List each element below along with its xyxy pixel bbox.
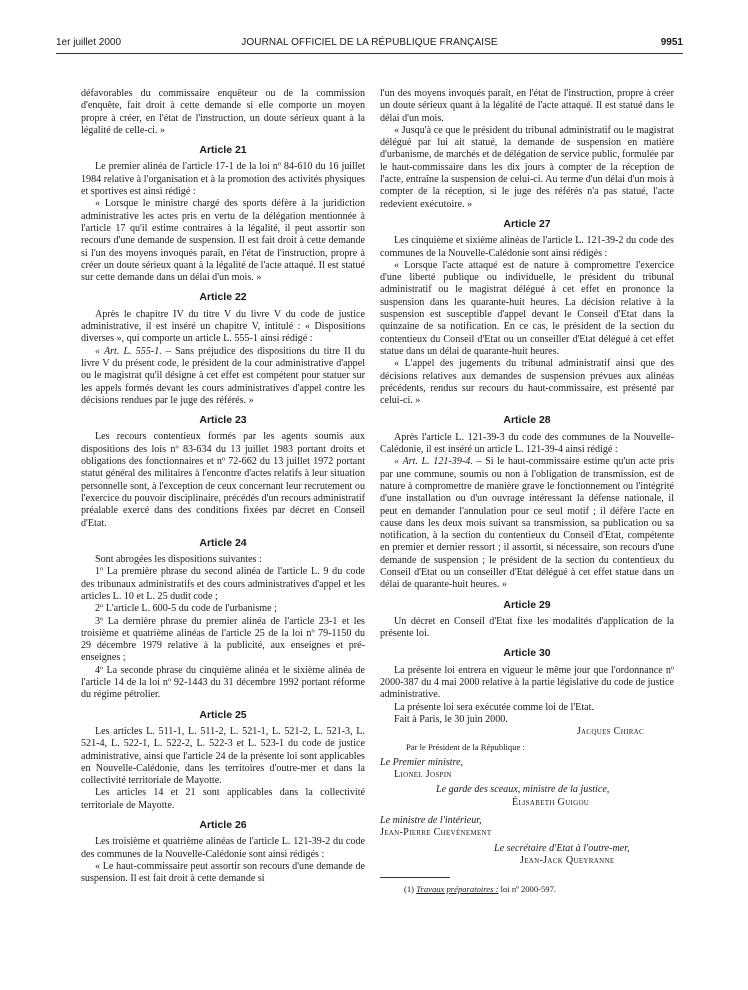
article-22-heading: Article 22	[199, 291, 247, 304]
paragraph: Un décret en Conseil d'Etat fixe les modalités d'application de la présente loi.	[380, 615, 674, 640]
page-header	[56, 37, 683, 51]
paragraph: Après le chapitre IV du titre V du livre V du code de justice administrative, il est inséré un chapitre V, intitulé : « Dispositions diverses », qui comporte un article L. 555-1 ainsi rédigé :	[81, 308, 365, 345]
prime-minister-name: Lionel Jospin	[394, 769, 452, 781]
paragraph: Les articles 14 et 21 sont applicables dans la collectivité territoriale de Mayotte.	[81, 787, 365, 811]
overseas-secretary-name: Jean-Jack Queyranne	[520, 854, 615, 866]
interior-minister-name: Jean-Pierre Chevènement	[380, 827, 492, 839]
article-reference: « Art. L. 555-1.	[95, 345, 162, 357]
by-president-line: Par le Président de la République :	[406, 741, 525, 752]
paragraph: 4º La seconde phrase du cinquième alinéa et le sixième alinéa de l'article 14 de la loi nº 92-1443 du 31 décembre 1992 portant réforme du régime pétrolier.	[81, 664, 365, 701]
justice-minister-title: Le garde des sceaux, ministre de la justice,	[436, 784, 610, 796]
header-journal-title: JOURNAL OFFICIEL DE LA RÉPUBLIQUE FRANÇAISE	[241, 37, 498, 48]
paragraph: 3º La dernière phrase du premier alinéa de l'article 23-1 et les troisième et quatrième alinéas de l'article 25 de la loi nº 79-1150 du 29 décembre 1979 relative à la publicité, aux enseignes et pré-enseignes ;	[81, 615, 365, 664]
paragraph: Les recours contentieux formés par les agents soumis aux dispositions des lois nº 83-634 du 13 juillet 1983 portant droits et obligations des fonctionnaires et nº 72-662 du 13 juillet 1972 portant statut général des militaires à l'encontre d'actes relatifs à leur situation personnelle sont, à l'exception de ceux concernant leur recrutement ou l'exercice du pouvoir disciplinaire, précédés d'un recours administratif préalable exercé dans des conditions fixées par décret en Conseil d'Etat.	[81, 431, 365, 529]
article-26-heading: Article 26	[199, 819, 247, 832]
paragraph: La présente loi entrera en vigueur le même jour que l'ordonnance nº 2000-387 du 4 mai 2000 relative à la partie législative du code de justice administrative.	[380, 664, 674, 701]
article-24-heading: Article 24	[199, 536, 247, 549]
article-21-heading: Article 21	[199, 144, 247, 157]
paragraph: « Jusqu'à ce que le président du tribunal administratif ou le magistrat délégué par lui ait statué, la demande de suspension en matière d'urbanisme, de marchés et de délégation de service public, formulée par le haut-commissaire dans les dix jours à compter de la réception de l'acte, entraîne la suspension de celui-ci. Au terme d'un délai d'un mois à compter de la réception, si le juge des référés n'a pas statué, l'acte redevient exécutoire. »	[380, 124, 674, 210]
paragraph: Sont abrogées les dispositions suivantes :	[95, 554, 262, 566]
article-23-heading: Article 23	[199, 414, 247, 427]
paragraph: Les articles L. 511-1, L. 511-2, L. 521-1, L. 521-2, L. 521-3, L. 521-4, L. 522-1, L. 522-2, L. 522-3 et L. 523-1 du code de justice administrative, ainsi que l'article 24 de la présente loi sont applicables en Nouvelle-Calédonie, dans les territoires d'outre-mer et dans la collectivité territoriale de Mayotte.	[81, 725, 365, 787]
header-rule	[56, 53, 683, 54]
president-signature: Jacques Chirac	[576, 726, 644, 738]
paragraph: Les troisième et quatrième alinéas de l'article L. 121-39-2 du code des communes de la Nouvelle-Calédonie sont ainsi rédigés :	[81, 836, 365, 860]
left-column	[81, 88, 365, 886]
footnote-rule	[380, 877, 450, 878]
header-date: 1er juillet 2000	[56, 37, 122, 48]
paragraph: l'un des moyens invoqués paraît, en l'état de l'instruction, propre à créer un doute sérieux quant à la légalité de l'acte attaqué. Il est statué dans le délai d'un mois.	[380, 88, 674, 124]
paragraph: Après l'article L. 121-39-3 du code des communes de la Nouvelle-Calédonie, il est inséré un article L. 121-39-4 ainsi rédigé :	[380, 431, 674, 456]
article-25-heading: Article 25	[199, 708, 247, 721]
paragraph: « L'appel des jugements du tribunal administratif ainsi que des décisions relatives aux demandes de suspension prévues aux alinéas précédents, rendus sur recours du haut-commissaire, est présenté par celui-ci. »	[380, 358, 674, 407]
paragraph	[380, 456, 674, 591]
paragraph-text: – Si le haut-commissaire estime qu'un acte pris par une commune, soumis ou non à l'obligation de transmission, est de nature à compromettre de manière grave le fonctionnement ou l'intégrité d'une installation ou d'un ouvrage intéressant la défense nationale, il peut en demander l'annulation pour ce seul motif ; il défère l'acte en cause dans les deux mois suivant sa transmission, sa publication ou sa notification, à la section du contentieux du Conseil d'Etat, compétente en premier et dernier ressort ; il assortit, si nécessaire, son recours d'une demande de suspension ; le président de la section du contentieux du Conseil d'Etat ou un conseiller d'Etat délégué à cet effet statue dans un délai de quarante-huit heures. »	[380, 456, 674, 591]
article-28-heading: Article 28	[503, 414, 551, 427]
paragraph: « Lorsque le ministre chargé des sports défère à la juridiction administrative les actes pris en vertu de la délégation mentionnée à l'article 17 qu'il estime contraires à la légalité, il peut assortir son recours d'une demande de suspension. Il est fait droit à cette demande si l'un des moyens invoqués paraît, en l'état de l'instruction, propre à créer un doute sérieux quant à la légalité de l'acte attaqué. Il est statué sur cette demande dans un délai d'un mois. »	[81, 198, 365, 284]
signing-place-date: Fait à Paris, le 30 juin 2000.	[394, 713, 508, 725]
footnote	[380, 883, 674, 895]
article-30-heading: Article 30	[503, 647, 551, 660]
prime-minister-title: Le Premier ministre,	[380, 756, 464, 768]
overseas-secretary-title: Le secrétaire d'Etat à l'outre-mer,	[494, 842, 630, 854]
paragraph: 2º L'article L. 600-5 du code de l'urbanisme ;	[95, 603, 277, 615]
paragraph	[81, 346, 365, 407]
right-column	[380, 88, 674, 896]
article-reference: « Art. L. 121-39-4.	[394, 456, 473, 468]
justice-minister-name: Élisabeth Guigou	[512, 796, 590, 808]
paragraph: 1º La première phrase du second alinéa de l'article L. 9 du code des tribunaux administratifs et des cours administratives d'appel et les articles L. 10 et L. 25 dudit code ;	[81, 566, 365, 602]
paragraph: La présente loi sera exécutée comme loi de l'Etat.	[394, 701, 594, 713]
interior-minister-title: Le ministre de l'intérieur,	[380, 815, 482, 827]
paragraph: Les cinquième et sixième alinéas de l'article L. 121-39-2 du code des communes de la Nouvelle-Calédonie sont ainsi rédigés :	[380, 235, 674, 259]
header-page-number: 9951	[660, 37, 683, 48]
paragraph-text: – Sans préjudice des dispositions du titre II du livre V du présent code, le président de la cour administrative d'appel ou le magistrat qu'il désigne à cet effet est compétent pour statuer sur les appels formés devant les cours administratives d'appel contre les décisions rendues par le juge des référés. »	[81, 345, 365, 406]
footnote-number: (1)	[404, 884, 415, 895]
footnote-text: loi nº 2000-597.	[498, 884, 557, 895]
paragraph: « Le haut-commissaire peut assortir son recours d'une demande de suspension. Il est fait droit à cette demande si	[81, 860, 365, 885]
paragraph: défavorables du commissaire enquêteur ou de la commission d'enquête, fait droit à cette demande si elle comporte un moyen propre à créer, en l'état de l'instruction, un doute sérieux quant à la légalité de celle-ci. »	[81, 88, 365, 136]
article-29-heading: Article 29	[503, 598, 551, 611]
article-27-heading: Article 27	[503, 217, 551, 230]
footnote-label: Travaux préparatoires :	[416, 884, 499, 895]
paragraph: « Lorsque l'acte attaqué est de nature à compromettre l'exercice d'une liberté publique ou individuelle, le président du tribunal administratif ou le magistrat délégué à cet effet en prononce la suspension dans les quarante-huit heures. La décision relative à la suspension est susceptible d'appel devant le Conseil d'Etat dans la quinzaine de sa notification. En ce cas, le président de la section du contentieux du Conseil d'Etat ou un conseiller d'Etat délégué à cet effet statue dans un délai de quarante-huit heures.	[380, 259, 674, 357]
paragraph: Le premier alinéa de l'article 17-1 de la loi nº 84-610 du 16 juillet 1984 relative à l'organisation et à la promotion des activités physiques et sportives est ainsi rédigé :	[81, 161, 365, 198]
